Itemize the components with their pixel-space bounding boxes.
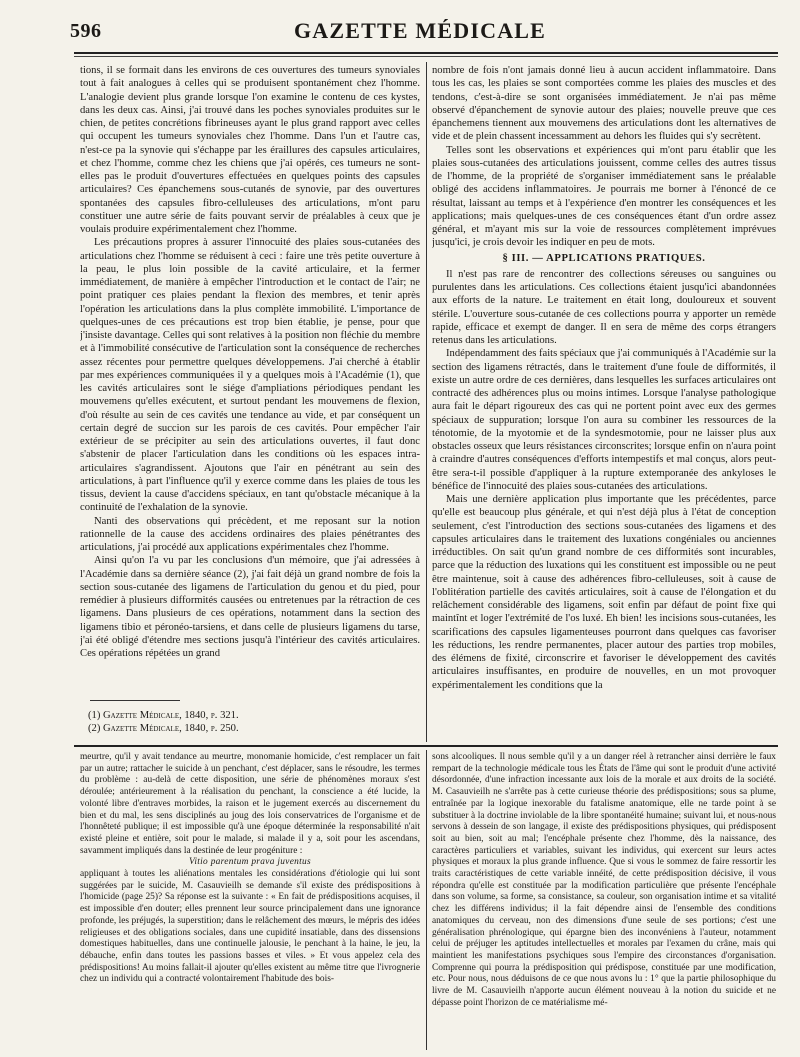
paragraph: appliquant à toutes les aliénations mentales les considérations d'étiologie qui lui sont suggérées par le suicide, M. Casauvieilh se demande s'il existe des prédispositions à l'homicide (page 25)? Sa réponse est la suivante : « En fait de prédispositions acquises, il est impossible d'en douter; elles prennent leur source principalement dans une ignorance profonde, les préjugés, la superstition; dans le relâchement des mœurs, le mépris des idées religieuses et des obligations sociales, dans une cupidité insatiable, dans des dissensions domestiques habituelles, dans une continuelle jalousie, le penchant à la haine, le jeu, la débauche, enfin dans toutes les passions basses et viles. » Et vous appelez cela des prédispositions! Au moins fallait-il ajouter qu'elles existent au même titre que l'ivrognerie chez un individu qui a contracté volontairement l'habitude des bois-	[80, 869, 420, 985]
paragraph: sons alcooliques. Il nous semble qu'il y a un danger réel à retrancher ainsi derrière le faux rempart de la technologie médicale tous les États de l'âme qui sont le produit d'une activité désordonnée, d'une infraction incessante aux lois de la morale et aux droits de la société. M. Casauvieilh ne s'arrête pas à cette curieuse théorie des prédispositions; sous sa plume, entraînée par la logique inexorable du fatalisme anatomique, elle ne tarde point à se substituer à la doctrine inviolable de la libre spontanéité humaine; suivant lui, et nous-nous servons à dessein de son langage, il existe des prédispositions physiques, qui prédisposent soit au bien, soit au mal; l'encéphale présente chez l'homme, dès la naissance, des caractères particuliers et variables, suivant les individus, qui exercent sur leurs actes physiques et moraux la plus grande influence. Que si vous le sommez de faire ressortir les traits caractéristiques de cette variable innéité, de cette prédisposition décisive, il vous répondra qu'elle est constituée par la modification particulière que présente l'encéphale dans son volume, sa forme, sa consistance, sa couleur, son organisation intime et sa vitalité chez les différens individus; il la fait dépendre ainsi de l'ensemble des conditions anatomiques du cerveau, non des dimensions d'une seule de ses portions; c'est une généralisation phrénologique, qui épargne bien des inconvéniens à l'auteur, notamment celui de préjuger les aptitudes intellectuelles et morales par l'examen du crâne, mais qui maintient les manifestations psychiques sous l'empire des circonstances d'organisation. Comprenne qui pourra la prédisposition qui prédispose, constituée par une modification, etc. Pour nous, nous déduisons de ce que nous avons lu : 1° que la partie philosophique du livre de M. Casauvieilh n'apporte aucun élément nouveau à la notion du suicide et ne dépasse point l'horizon de ce matérialisme mé-	[432, 752, 776, 1008]
header-rule	[74, 52, 778, 54]
footnote-rule	[90, 700, 180, 701]
paragraph: Ainsi qu'on l'a vu par les conclusions d'un mémoire, que j'ai adressées à l'Académie dans sa dernière séance (2), j'ai fait déjà un grand nombre de fois la section sous-cutanée des ligamens de l'articulation du genou et du pied, pour remédier à plusieurs difformités causées ou entretenues par la rétraction de ces ligamens. Dans plusieurs de ces opérations, notamment dans la section des ligamens tibio et péronéo-tarsiens, et dans celle de plusieurs ligamens du tarse, j'ai été obligé d'étendre mes sections jusqu'à l'intérieur des cavités articulaires. Ces opérations répétées un grand	[80, 555, 420, 659]
paragraph: Indépendamment des faits spéciaux que j'ai communiqués à l'Académie sur la section des ligamens rétractés, dans le traitement d'une foule de difformités, il existe un autre ordre de ces dernières, dans lesquelles les surfaces articulaires ont contracté des adhérences plus ou moins intimes. Lorsque l'analyse pathologique aura fait le départ rigoureux des cas qui ne portent point avec eux des germes spéciaux de suppuration; lorsque l'on aura su combiner les ressources de la ténotomie, de la myotomie et de la syndesmotomie, pour ne laisser plus aux obstacles osseux que leurs résistances circonscrites; lorsque enfin on n'aura point à craindre d'autres conséquences d'efforts intempestifs et mal conçus, alors peut-être sera-t-il possible d'appliquer à la rupture extemporanée des ankyloses le bénéfice de l'innocuité des plaies sous-cutanées des articulations.	[432, 348, 776, 492]
footnote: (1) Gazette Médicale, 1840, p. 321.	[88, 710, 239, 721]
page-number: 596	[70, 20, 102, 42]
column-top-right	[432, 64, 776, 738]
feuilleton-rule	[74, 745, 778, 747]
paragraph: Telles sont les observations et expériences qui m'ont paru établir que les plaies sous-cutanées des articulations jouissent, comme celles des autres tissus de l'homme, de la propriété de s'organiser immédiatement sans le préalable obligé des accidens inflammatoires. Je pourrais me borner à l'énoncé de ce résultat, laissant au temps et à l'expérience d'en montrer les conséquences et les applications; mais quelques-unes de ces conséquences étant d'un ordre assez général, et m'ayant mis sur la voie de ressources complètement imprévues jusqu'ici, je crois devoir les indiquer en peu de mots.	[432, 144, 776, 249]
column-top-left	[80, 64, 420, 694]
paragraph: Mais une dernière application plus importante que les précédentes, parce qu'elle est beaucoup plus générale, et qui n'est déjà plus à l'état de conception seulement, c'est l'introduction des sections sous-cutanées des ligamens et des capsules articulaires dans le traitement des luxations congéniales ou anciennes irréductibles. On sait qu'un grand nombre de ces difformités sont incurables, parce que la réduction des luxations qui les constituent est impossible ou ne peut être maintenue, soit à cause des adhérences fibro-celluleuses, soit à cause de l'oblitération partielle des cavités articulaires, soit à cause de l'élongation et du relâchement considérable des ligamens, soit enfin par défaut de point fixe qui maintînt et loger l'extrémité de l'os luxé. Eh bien! les incisions sous-cutanées, les scarifications des capsules ligamenteuses pourront dans quelques cas favoriser les réductions, les rendre permanentes, placer autour des parties trop mobiles, des élémens de fixité, circonscrire et favoriser le développement des cavités articulaires insuffisantes, en produire de nouvelles, en un mot provoquer expérimentalement les conditions que la	[432, 494, 776, 691]
column-divider	[426, 750, 427, 1050]
column-bottom-right	[432, 752, 776, 1050]
column-bottom-left	[80, 752, 420, 1050]
column-divider	[426, 62, 427, 742]
paragraph: meurtre, qu'il y avait tendance au meurtre, monomanie homicide, c'est remplacer un fait par un autre; rattacher le suicide à un penchant, c'est déplacer, sans le résoudre, les termes du problème : au-delà de cette disposition, une série de phénomènes moraux s'est déroulée; antérieurement à la réalisation du penchant, la conscience a été lucide, la volonté libre d'entraves morbides, la raison et le jugement exercés au discernement du bien et du mal, les sens disciplinés au joug des lois conservatrices de l'organisme et de l'honnêteté publique; il est impossible qu'à une époque déterminée la responsabilité n'ait existé pleine et entière, soit pour le malade, si malade il y a, soit pour les ascendans, savamment impliqués dans la destinée de leur progéniture :	[80, 752, 420, 856]
page-title: GAZETTE MÉDICALE	[293, 18, 547, 43]
header-rule-thin	[74, 56, 778, 57]
paragraph: nombre de fois n'ont jamais donné lieu à aucun accident inflammatoire. Dans tous les cas, les plaies se sont comportées comme les plaies des muscles et des tendons, c'est-à-dire se sont organisées immédiatement. Je n'ai pas même observé d'épanchement de synovie autour des plaies; nouvelle preuve que ces épanchemens tiennent aux mouvemens des articulations dont les alternatives de vide et de plein chassent incessamment au dehors les fluides qui s'y secrètent.	[432, 65, 776, 143]
page-header	[60, 14, 780, 44]
footnotes	[88, 710, 418, 735]
paragraph: Les précautions propres à assurer l'innocuité des plaies sous-cutanées des articulations chez l'homme se réduisent à ceci : faire une très petite ouverture à la peau, le plus loin possible de la cavité articulaire, et la fermer immédiatement, de manière à empêcher l'introduction et le contact de l'air; ne point pratiquer ces plaies pendant la flexion des membres, et tenir après l'opération les articulations dans la plus complète immobilité. L'importance de quelques-unes de ces précautions est trop bien établie, je pense, pour que j'insiste davantage. Celles qui sont relatives à la position non fléchie du membre et à l'immobilité consécutive de l'articulation sont la conséquence de recherches assez récentes pour permettre quelques développemens. J'ai cherché à établir par mes expériences communiquées il y a quelques mois à l'Académie (1), que les cavités articulaires sont le siége d'ampliations périodiques pendant les mouvemens qu'elles exécutent, et surtout pendant les mouvemens de flexion, d'où résulte au sein de ces cavités une tendance au vide, et par conséquent un certain degré de succion sur les parois de ces cavités. Pour empêcher l'air extérieur de se précipiter au sein des articulations ouvertes, il faut donc s'abstenir de placer l'articulation dans les conditions où les espaces intra-articulaires s'agrandissent. Ajoutons que l'air en pénétrant au sein des articulations, à part l'influence qu'il y exerce comme dans les plaies de tous les tissus, devient la cause d'accidens spéciaux, en tant qu'obstacle mécanique à la continuité de l'exhalation de la synovie.	[80, 237, 420, 514]
latin-quote: Vitio parentum prava juventus	[189, 857, 311, 868]
footnote: (2) Gazette Médicale, 1840, p. 250.	[88, 722, 239, 734]
paragraph: Il n'est pas rare de rencontrer des collections séreuses ou sanguines ou purulentes dans les articulations. Ces collections étaient jusqu'ici abandonnées aux efforts de la nature. Le traitement en était long, douloureux et souvent stérile. L'ouverture sous-cutanée de ces collections pourra y apporter un remède rapide, efficace et exempt de danger. Il en sera de même des corps étrangers retenus dans les articulations.	[432, 268, 776, 346]
paragraph: tions, il se formait dans les environs de ces ouvertures des tumeurs synoviales tout à fait analogues à celles qui se produisent spontanément chez l'homme. L'analogie devient plus grande lorsque l'on examine le contenu de ces kystes, dans les deux cas. Ainsi, j'ai trouvé dans les poches synoviales produites sur le chien, de petites concrétions fibrineuses ayant le plus grand rapport avec celles qui occupent les tumeurs synoviales chez l'homme. Dans l'un et l'autre cas, n'est-ce pa la synovie qui s'échappe par les éraillures des capsules articulaires, et chez l'homme, comme chez les chiens que j'ai opérés, ces tumeurs ne sont-elles pas le produit d'ouvertures effectuées en quelques points des capsules articulaires? Ces épanchemens sous-cutanés de synovie, par des ouvertures spontanées des capsules fibro-celluleuses des articulations, m'ont paru constituer une autre série de faits pouvant servir de préalables à ceux que je voulais produire expérimentalement chez l'homme.	[80, 65, 420, 235]
paragraph: Nanti des observations qui précèdent, et me reposant sur la notion rationnelle de la cause des accidens ordinaires des plaies pénétrantes des articulations, j'ai procédé aux applications expérimentales chez l'homme.	[80, 515, 420, 553]
section-heading: § III. — APPLICATIONS PRATIQUES.	[502, 252, 706, 264]
